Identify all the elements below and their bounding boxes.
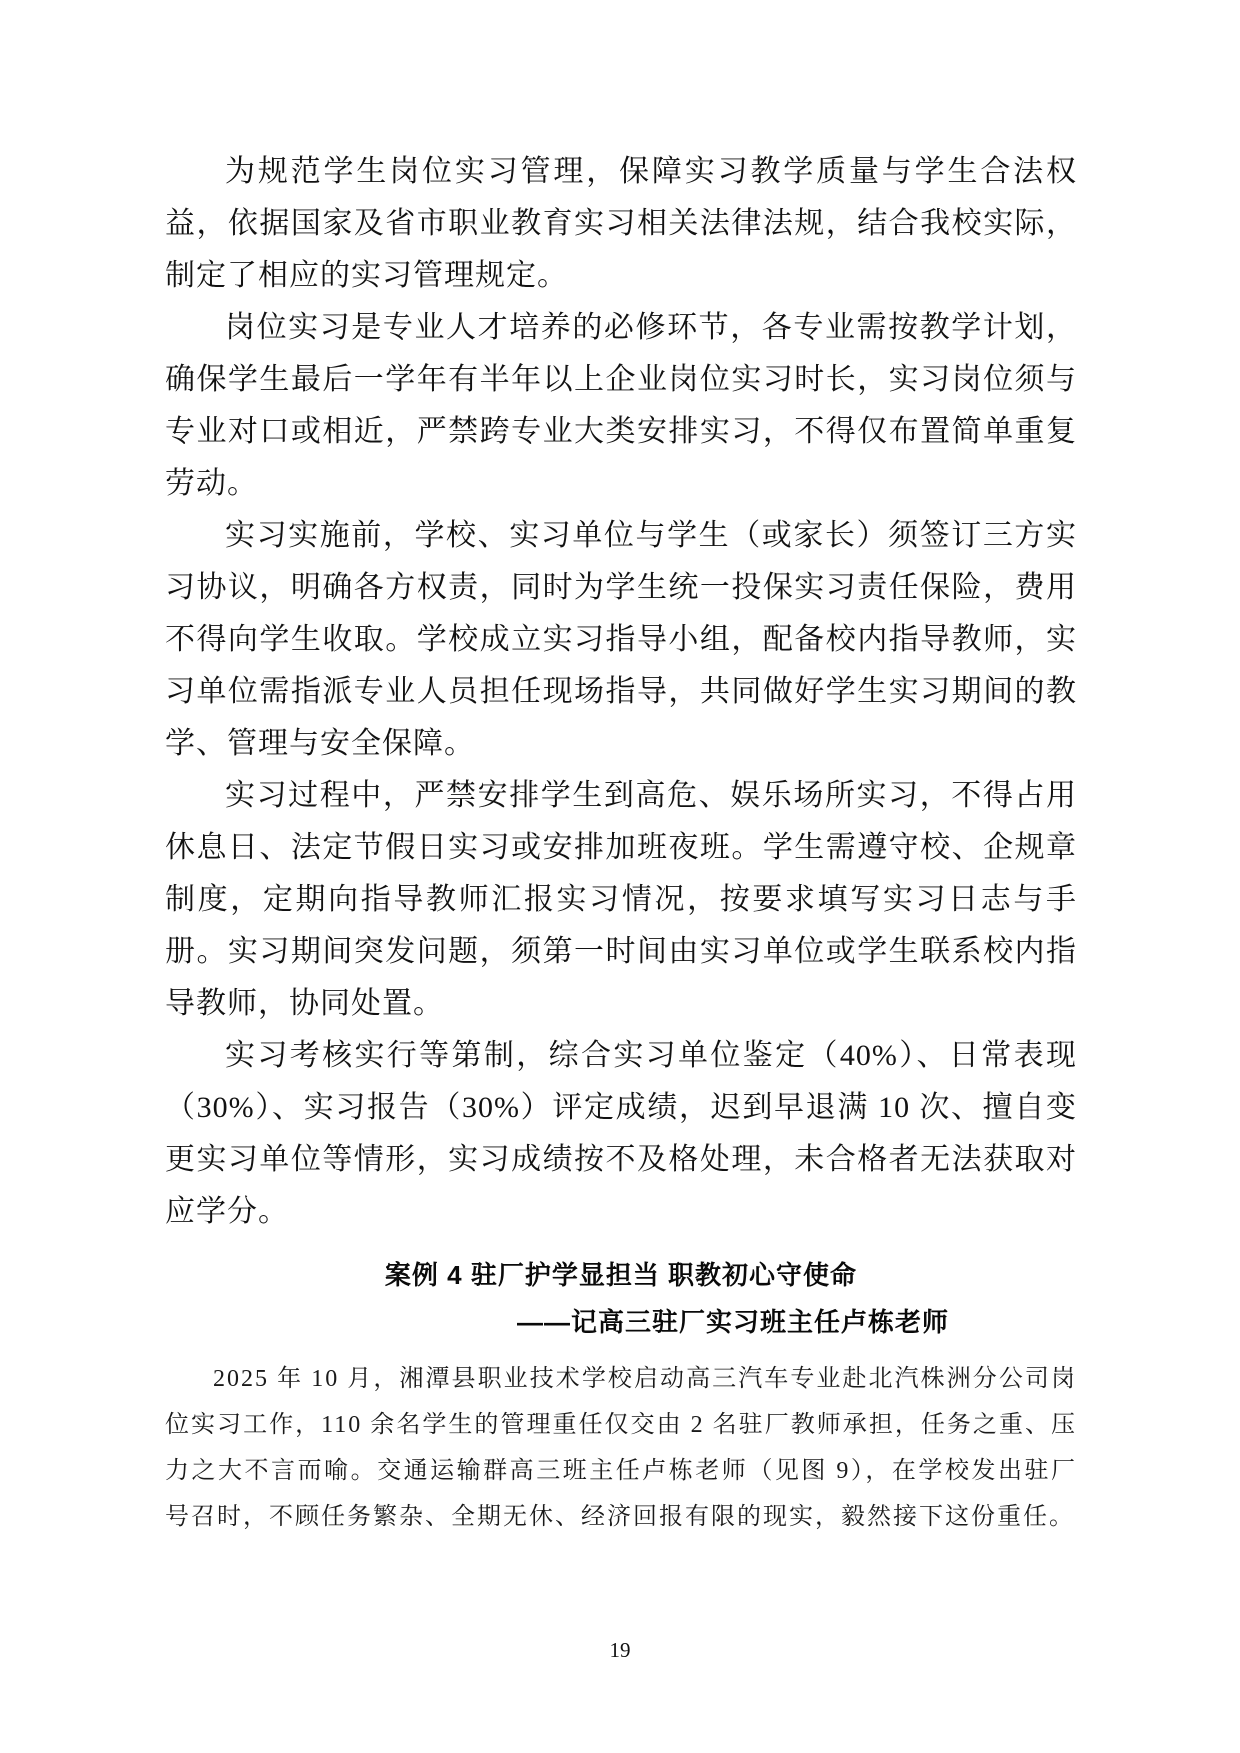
page-content: [165, 146, 1077, 1540]
body-paragraph-assessment: 实习考核实行等第制，综合实习单位鉴定（40%）、日常表现（30%）、实习报告（30%）评定成绩，迟到早退满 10 次、擅自变更实习单位等情形，实习成绩按不及格处理，未合格者无法获取对应学分。: [165, 1039, 1077, 1228]
case-heading: 案例 4 驻厂护学显担当 职教初心守使命: [384, 1260, 858, 1290]
body-paragraph-regulation-intro: 为规范学生岗位实习管理，保障实习教学质量与学生合法权益，依据国家及省市职业教育实习相关法律法规，结合我校实际，制定了相应的实习管理规定。: [165, 155, 1077, 292]
body-paragraph-agreement-insurance: 实习实施前，学校、实习单位与学生（或家长）须签订三方实习协议，明确各方权责，同时为学生统一投保实习责任保险，费用不得向学生收取。学校成立实习指导小组，配备校内指导教师，实习单位需指派专业人员担任现场指导，共同做好学生实习期间的教学、管理与安全保障。: [165, 519, 1077, 760]
case-subheading: ——记高三驻厂实习班主任卢栋老师: [516, 1307, 949, 1337]
case-body-paragraph: 2025 年 10 月，湘潭县职业技术学校启动高三汽车专业赴北汽株洲分公司岗位实习工作，110 余名学生的管理重任仅交由 2 名驻厂教师承担，任务之重、压力之大不言而喻。交通运输群高三班主任卢栋老师（见图 9），在学校发出驻厂号召时，不顾任务繁杂、全期无休、经济回报有限的现实，毅然接下这份重任。: [165, 1366, 1077, 1530]
page-number: 19: [609, 1638, 631, 1662]
body-paragraph-process-rules: 实习过程中，严禁安排学生到高危、娱乐场所实习，不得占用休息日、法定节假日实习或安排加班夜班。学生需遵守校、企规章制度，定期向指导教师汇报实习情况，按要求填写实习日志与手册。实习期间突发问题，须第一时间由实习单位或学生联系校内指导教师，协同处置。: [165, 779, 1077, 1020]
body-paragraph-internship-requirement: 岗位实习是专业人才培养的必修环节，各专业需按教学计划，确保学生最后一学年有半年以上企业岗位实习时长，实习岗位须与专业对口或相近，严禁跨专业大类安排实习，不得仅布置简单重复劳动。: [165, 311, 1077, 500]
case-subheading-row: [165, 1298, 1077, 1346]
